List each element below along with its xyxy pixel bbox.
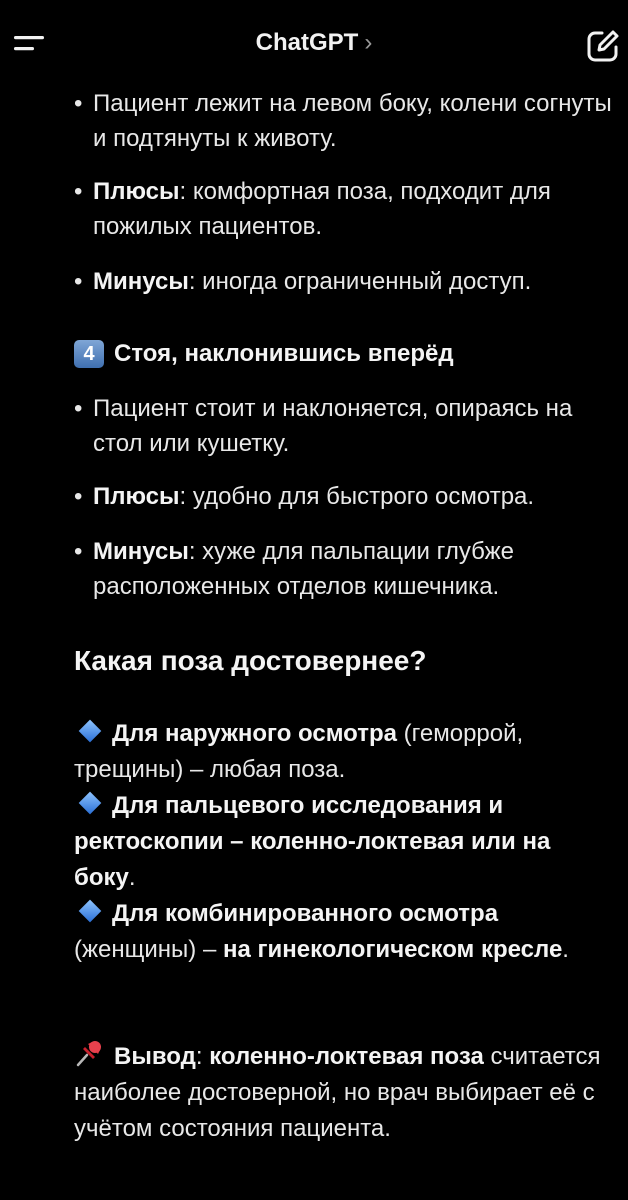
list-item-text: : иногда ограниченный доступ. bbox=[188, 268, 532, 295]
list-item-text: Пациент лежит на левом боку, колени согнуты и подтянуты к животу. bbox=[93, 90, 612, 152]
diamond-text: (женщины) – bbox=[74, 936, 223, 963]
bullet: • bbox=[74, 268, 83, 295]
bullet: • bbox=[74, 178, 83, 205]
conclusion-label: Вывод bbox=[114, 1043, 196, 1070]
diamond-bold-text: Для наружного осмотра bbox=[112, 720, 397, 747]
conclusion-text: считается наиболее достоверной, но врач выбирает её с учётом состояния пациента. bbox=[74, 1043, 601, 1142]
list-item bbox=[74, 534, 614, 604]
pushpin-icon bbox=[74, 1038, 104, 1068]
list-item-text: : комфортная поза, подходит для пожилых пациентов. bbox=[93, 178, 551, 240]
blue-diamond-icon bbox=[79, 900, 102, 923]
list-item bbox=[74, 391, 614, 461]
bullet: • bbox=[74, 483, 83, 510]
section-heading-text: Стоя, наклонившись вперёд bbox=[114, 340, 454, 367]
pros-label: Плюсы bbox=[93, 178, 180, 205]
blue-diamond-icon bbox=[79, 792, 102, 815]
list-item-text: Пациент стоит и наклоняется, опираясь на стол или кушетку. bbox=[93, 395, 573, 457]
list-item-text: : хуже для пальпации глубже расположенных отделов кишечника. bbox=[93, 538, 514, 600]
list-item bbox=[74, 264, 614, 299]
diamond-text: . bbox=[128, 864, 136, 891]
diamond-paragraph bbox=[74, 716, 614, 968]
diamond-text: . bbox=[562, 936, 569, 963]
list-item bbox=[74, 86, 614, 156]
model-selector[interactable] bbox=[0, 29, 628, 57]
new-chat-compose-icon[interactable] bbox=[585, 28, 621, 64]
cons-label: Минусы bbox=[93, 538, 189, 565]
keycap-4-icon: 4 bbox=[74, 340, 104, 368]
bullet: • bbox=[74, 90, 83, 117]
bullet: • bbox=[74, 395, 83, 422]
conclusion-colon: : bbox=[195, 1043, 210, 1070]
conclusion-bold-text: коленно-локтевая поза bbox=[209, 1043, 484, 1070]
diamond-text: (геморрой, трещины) – любая поза. bbox=[74, 720, 524, 783]
bullet: • bbox=[74, 538, 83, 565]
diamond-bold-text: Для комбинированного осмотра bbox=[112, 900, 499, 927]
conclusion-paragraph bbox=[74, 1038, 614, 1147]
cons-label: Минусы bbox=[93, 268, 189, 295]
app-title: ChatGPT bbox=[255, 29, 359, 56]
section-heading bbox=[74, 337, 454, 371]
list-item bbox=[74, 174, 614, 244]
diamond-bold-text: Для пальцевого исследования и ректоскопии – коленно-локтевая или на боку bbox=[74, 792, 551, 891]
list-item bbox=[74, 479, 614, 514]
chevron-right-icon: › bbox=[364, 29, 373, 56]
diamond-bold-text: на гинекологическом кресле bbox=[222, 936, 563, 963]
question-heading: Какая поза достовернее? bbox=[74, 645, 427, 676]
pros-label: Плюсы bbox=[93, 483, 180, 510]
list-item-text: : удобно для быстрого осмотра. bbox=[179, 483, 535, 510]
blue-diamond-icon bbox=[79, 720, 102, 743]
top-bar bbox=[0, 0, 628, 84]
